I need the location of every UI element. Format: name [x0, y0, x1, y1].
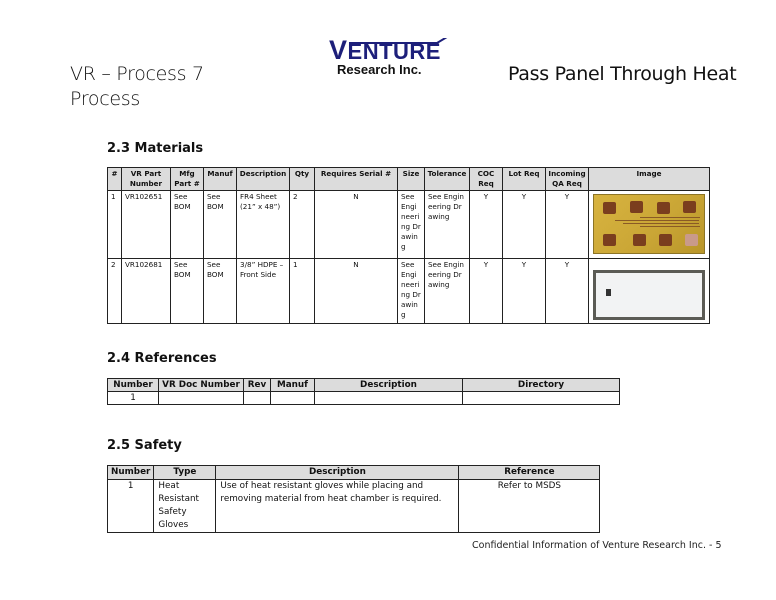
hdpe-panel-image — [593, 270, 705, 320]
cell-lot: Y — [503, 259, 546, 324]
materials-table — [107, 167, 710, 324]
references-table — [107, 378, 620, 405]
col-vr-doc-number: VR Doc Number — [159, 379, 244, 392]
page-title: Pass Panel Through Heat — [508, 63, 737, 85]
cell-size: See Engineering Drawing — [398, 259, 425, 324]
col-directory: Directory — [463, 379, 620, 392]
col-number: Number — [108, 466, 154, 480]
process-id: VR – Process 7 — [70, 63, 204, 85]
cell-serial: N — [315, 191, 398, 259]
cell-directory — [463, 392, 620, 405]
col-description: Description — [237, 168, 290, 191]
cell-manuf: See BOM — [204, 259, 237, 324]
table-header-row — [108, 379, 620, 392]
col-lot-req: Lot Req — [503, 168, 546, 191]
cell-manuf — [271, 392, 315, 405]
cell-description: Use of heat resistant gloves while placing and removing material from heat chamber is required. — [216, 480, 459, 533]
cell-rev — [244, 392, 271, 405]
cell-mfg-part: See BOM — [171, 191, 204, 259]
cell-tolerance: See Engineering Drawing — [425, 259, 470, 324]
cell-type: Heat Resistant Safety Gloves — [154, 480, 216, 533]
col-rev: Rev — [244, 379, 271, 392]
col-description: Description — [315, 379, 463, 392]
cell-qa: Y — [546, 191, 589, 259]
cell-description: 3/8” HDPE – Front Side — [237, 259, 290, 324]
col-number: Number — [108, 379, 159, 392]
logo-venture-text: VENTURE — [329, 35, 441, 65]
logo-research-text: Research Inc. — [337, 62, 422, 77]
cell-number: 2 — [108, 259, 122, 324]
cell-qty: 2 — [290, 191, 315, 259]
col-type: Type — [154, 466, 216, 480]
safety-heading: 2.5 Safety — [107, 438, 182, 453]
cell-lot: Y — [503, 191, 546, 259]
col-coc-req: COC Req — [470, 168, 503, 191]
col-manuf: Manuf — [271, 379, 315, 392]
cell-vr-part: VR102681 — [122, 259, 171, 324]
table-row — [108, 191, 710, 259]
col-requires-serial: Requires Serial # — [315, 168, 398, 191]
process-label: Process — [70, 88, 140, 110]
cell-serial: N — [315, 259, 398, 324]
col-description: Description — [216, 466, 459, 480]
cell-qa: Y — [546, 259, 589, 324]
venture-research-logo — [325, 35, 450, 80]
cell-number: 1 — [108, 480, 154, 533]
cell-image — [589, 191, 710, 259]
cell-manuf: See BOM — [204, 191, 237, 259]
fr4-sheet-image — [593, 194, 705, 254]
cell-vr-part: VR102651 — [122, 191, 171, 259]
col-tolerance: Tolerance — [425, 168, 470, 191]
document-title-left — [70, 62, 204, 112]
cell-description — [315, 392, 463, 405]
col-manuf: Manuf — [204, 168, 237, 191]
table-row — [108, 392, 620, 405]
table-row — [108, 480, 600, 533]
cell-number: 1 — [108, 392, 159, 405]
materials-heading: 2.3 Materials — [107, 141, 204, 156]
cell-tolerance: See Engineering Drawing — [425, 191, 470, 259]
cell-size: See Engineering Drawing — [398, 191, 425, 259]
col-vr-part-number: VR Part Number — [122, 168, 171, 191]
cell-coc: Y — [470, 259, 503, 324]
cell-doc — [159, 392, 244, 405]
col-incoming-qa: Incoming QA Req — [546, 168, 589, 191]
cell-description: FR4 Sheet (21” x 48”) — [237, 191, 290, 259]
cell-reference: Refer to MSDS — [459, 480, 600, 533]
col-mfg-part: Mfg Part # — [171, 168, 204, 191]
col-size: Size — [398, 168, 425, 191]
col-reference: Reference — [459, 466, 600, 480]
cell-number: 1 — [108, 191, 122, 259]
table-header-row — [108, 466, 600, 480]
table-row — [108, 259, 710, 324]
col-number: # — [108, 168, 122, 191]
cell-image — [589, 259, 710, 324]
table-header-row — [108, 168, 710, 191]
col-image: Image — [589, 168, 710, 191]
page-footer: Confidential Information of Venture Research Inc. - 5 — [472, 540, 722, 551]
references-heading: 2.4 References — [107, 351, 217, 366]
safety-table — [107, 465, 600, 533]
cell-mfg-part: See BOM — [171, 259, 204, 324]
col-qty: Qty — [290, 168, 315, 191]
cell-coc: Y — [470, 191, 503, 259]
cell-qty: 1 — [290, 259, 315, 324]
